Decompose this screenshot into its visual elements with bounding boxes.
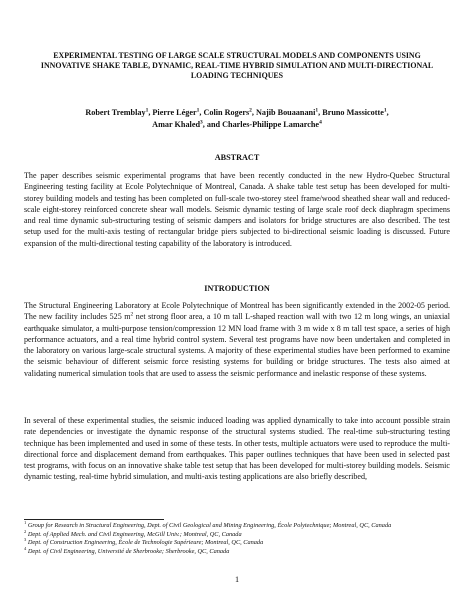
footnote (24, 545, 450, 557)
footnote-mark: 2 (24, 528, 27, 534)
footnote (24, 519, 450, 531)
introduction-heading: INTRODUCTION (204, 284, 270, 293)
author (152, 108, 203, 117)
author-separator: , and (202, 119, 223, 129)
footnote-mark: 1 (24, 519, 27, 525)
author (256, 108, 322, 117)
paper-title: EXPERIMENTAL TESTING OF LARGE SCALE STRUCTURAL MODELS AND COMPONENTS USING INNOVATIVE SHAKE TABLE, DYNAMIC, REAL-TIME HYBRID SIMULATION AND MULTI-DIRECTIONAL LOADING TECHNIQUES (40, 51, 434, 80)
author-name: Robert Tremblay (85, 108, 146, 117)
abstract-text: The paper describes seismic experimental programs that have been recently conducted in the new Hydro-Quebec Structural Engineering testing facility at Ecole Polytechnique of Montreal, Canada. A shake table test setup has been developed for multi-storey building models and testing has been completed on full-scale two-storey steel frame/wood sheathed shear wall and reduced-scale eight-storey reinforced concrete shear wall models. Seismic dynamic testing of large scale roof deck diaphragm specimens and real time dynamic sub-structuring testing of seismic dampers and isolators for bridge structures are also described. The test setup used for the multi-axis testing of rectangular bridge piers subjected to bi-directional seismic loading is discussed. Future expansion of the multi-directional testing capability of the laboratory is introduced. (24, 171, 450, 248)
abstract-heading: ABSTRACT (214, 153, 260, 162)
author-separator: , (318, 108, 323, 117)
footnote-mark: 4 (24, 545, 27, 551)
author-separator: , (148, 108, 153, 117)
introduction-paragraph-1 (24, 300, 450, 379)
affiliation-mark: 2 (249, 107, 252, 114)
paragraph-text: net strong floor area, a 10 m tall L-shaped reaction wall with two 12 m long wings, an uniaxial earthquake simulator, a multi-purpose tension/compression 12 MN load frame with 3 m wide x 8 m tall test space, a series of high performance actuators, and a real time hybrid control system. Several test programs have now been undertaken and completed in the laboratory on various large-scale structural systems. A majority of these experimental studies have been performed to examine the seismic behaviour of different seismic force resisting systems for building or bridge structures. The tests also aimed at validating numerical simulation tools that are used to assess the seismic performance and inelastic response of these systems. (24, 312, 450, 378)
author-name: Najib Bouaanani (256, 108, 316, 117)
affiliation-mark: 4 (319, 118, 322, 125)
author-name: Colin Rogers (203, 108, 250, 117)
author-separator: , (386, 108, 389, 117)
superscript: 2 (130, 311, 134, 318)
footnote-text: Group for Research in Structural Engineering, Dept. of Civil Geological and Mining Engineering, École Polytechnique; Montreal, QC, Canada (27, 522, 392, 529)
author-name: Amar Khaled (152, 119, 201, 129)
author (203, 108, 256, 117)
affiliation-mark: 1 (383, 107, 387, 114)
footnote-mark: 3 (24, 537, 27, 543)
footnote-text: Dept. of Civil Engineering, Université de Sherbrooke; Sherbrooke, QC, Canada (27, 547, 230, 555)
author (152, 120, 222, 129)
author-separator: , (251, 108, 256, 117)
author-name: Pierre Léger (152, 108, 197, 117)
footnote-text: Dept. of Applied Mech. and Civil Engineering, McGill Univ.; Montreal, QC, Canada (27, 530, 242, 538)
affiliation-mark: 1 (145, 107, 149, 114)
footnote-divider (24, 519, 164, 520)
author (85, 108, 152, 117)
footnotes (24, 519, 450, 556)
footnote (24, 539, 450, 548)
introduction-paragraph-2: In several of these experimental studies, the seismic induced loading was applied dynamically to take into account possible strain rate dependencies or investigate the dynamic response of the structural systems studied. The real-time sub-structuring testing technique has been implemented and used in some of these tests. In other tests, multiple actuators were used to reproduce the multi-directional force and displacement demand from earthquakes. This paper outlines techniques that have been used in selected past test programs, with focus on an innovative shake table test setup that has been developed for multi-storey building models. Seismic dynamic testing, real-time hybrid simulation, and multi-axis testing applications are also briefly described, (24, 416, 450, 482)
author-separator: , (199, 108, 204, 117)
author (222, 120, 322, 129)
author-list (24, 107, 450, 130)
author (322, 108, 388, 117)
author-name: Charles-Philippe Lamarche (222, 119, 320, 129)
affiliation-mark: 3 (200, 118, 203, 125)
page-number: 1 (234, 575, 240, 584)
footnote-text: Dept. of Construction Engineering, École de Technologie Supérieure; Montreal, QC, Canada (27, 539, 264, 547)
author-name: Bruno Massicotte (322, 108, 384, 117)
affiliation-mark: 1 (196, 107, 200, 114)
paragraph-text: The Structural Engineering Laboratory at Ecole Polytechnique of Montreal has been significantly extended in the 2002-05 period. The new facility includes 525 m (24, 301, 450, 322)
affiliation-mark: 1 (315, 107, 319, 114)
